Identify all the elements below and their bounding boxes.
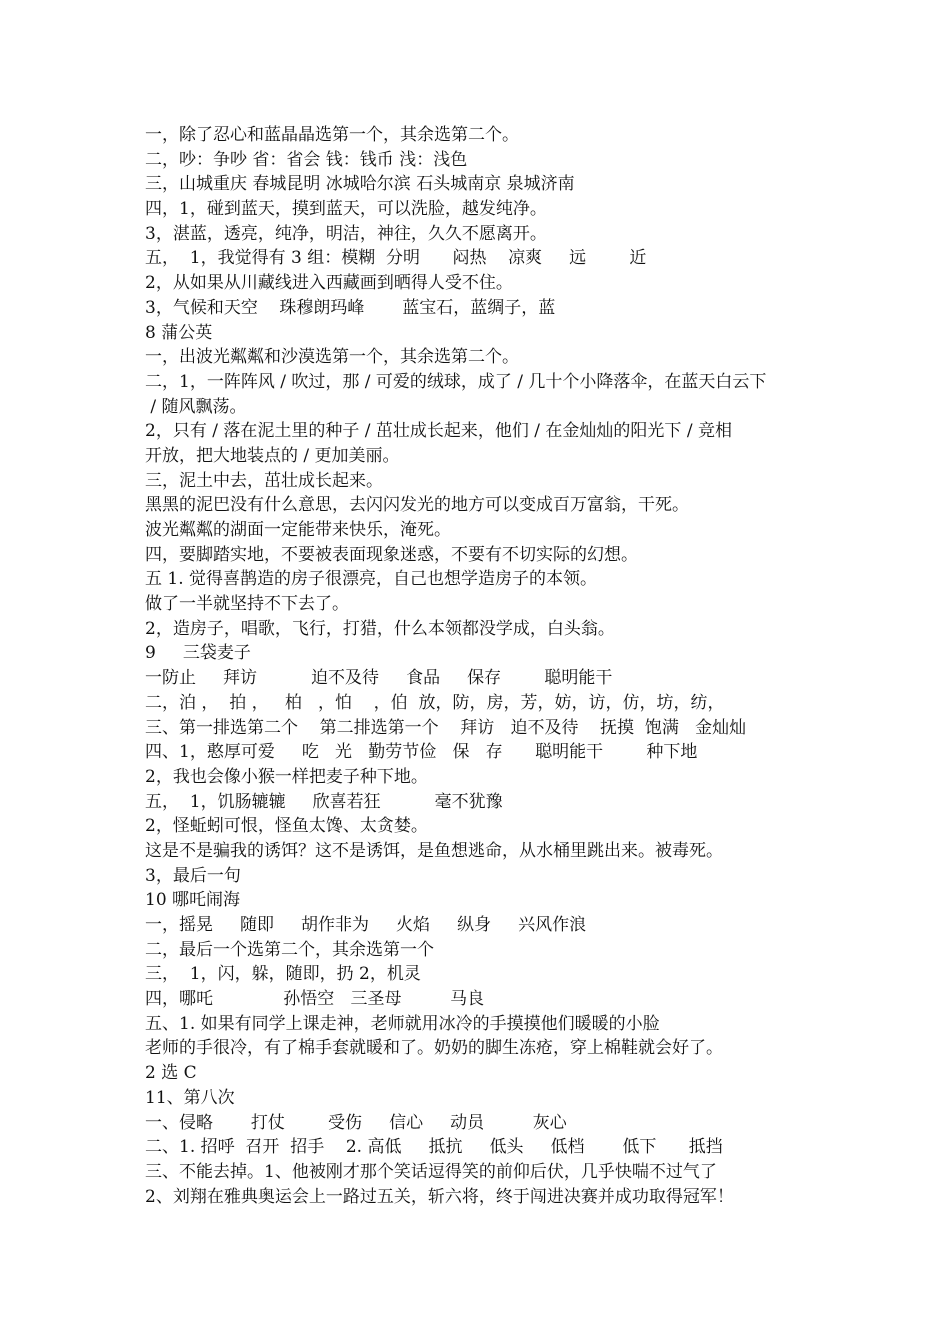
text-line: 2，怪蚯蚓可恨，怪鱼太馋、太贪婪。 [145, 816, 428, 837]
section-heading: 10 哪吒闹海 [145, 890, 241, 911]
text-line: / 随风飘荡。 [145, 396, 247, 417]
section-heading: 11、第八次 [145, 1087, 235, 1108]
text-line: 五、1. 如果有同学上课走神，老师就用冰冷的手摸摸他们暖暖的小脸 [145, 1013, 660, 1034]
text-line: 二、1. 招呼 召开 招手 2. 高低 抵抗 低头 低档 低下 抵挡 [145, 1137, 723, 1158]
text-line: 二，1，一阵阵风 / 吹过，那 / 可爱的绒球，成了 / 几十个小降落伞，在蓝天白云下 [145, 371, 767, 392]
section-heading: 9 三袋麦子 [145, 643, 251, 664]
text-line: 五， 1，饥肠辘辘 欣喜若狂 毫不犹豫 [145, 791, 503, 812]
text-line: 二，最后一个选第二个，其余选第一个 [145, 939, 434, 960]
text-line: 3，气候和天空 珠穆朗玛峰 蓝宝石，蓝绸子，蓝 [145, 297, 556, 318]
text-line: 五 1. 觉得喜鹊造的房子很漂亮，自己也想学造房子的本领。 [145, 569, 598, 590]
section-heading: 8 蒲公英 [145, 322, 213, 343]
text-line: 四，哪吒 孙悟空 三圣母 马良 [145, 989, 485, 1010]
text-line: 三， 1，闪，躲，随即，扔 2，机灵 [145, 964, 421, 985]
text-line: 2，从如果从川藏线进入西藏画到晒得人受不住。 [145, 273, 513, 294]
text-line: 四，要脚踏实地，不要被表面现象迷惑，不要有不切实际的幻想。 [145, 544, 638, 565]
text-line: 四、1，憨厚可爱 吃 光 勤劳节俭 保 存 聪明能干 种下地 [145, 742, 698, 763]
text-line: 一防止 拜访 迫不及待 食品 保存 聪明能干 [145, 668, 613, 689]
text-line: 2 选 C [145, 1063, 197, 1084]
text-line: 二，吵：争吵 省：省会 钱：钱币 浅：浅色 [145, 149, 468, 170]
text-line: 2，我也会像小猴一样把麦子种下地。 [145, 766, 428, 787]
text-line: 五， 1，我觉得有 3 组：模糊 分明 闷热 凉爽 远 近 [145, 248, 647, 269]
text-line: 一，出波光粼粼和沙漠选第一个，其余选第二个。 [145, 347, 519, 368]
text-line: 三、第一排选第二个 第二排选第一个 拜访 迫不及待 抚摸 饱满 金灿灿 [145, 717, 747, 738]
text-line: 二，泊 ， 拍 ， 柏 ，怕 ，伯 放，防，房，芳，妨，访，仿，坊，纺， [145, 692, 725, 713]
text-line: 一、侵略 打仗 受伤 信心 动员 灰心 [145, 1112, 567, 1133]
text-line: 3，最后一句 [145, 865, 241, 886]
text-line: 四，1，碰到蓝天，摸到蓝天，可以洗脸，越发纯净。 [145, 199, 547, 220]
text-line: 2，造房子，唱歌，飞行，打猎，什么本领都没学成，白头翁。 [145, 618, 615, 639]
text-line: 2、刘翔在雅典奥运会上一路过五关，斩六将，终于闯进决赛并成功取得冠军！ [145, 1186, 734, 1207]
text-line: 3，湛蓝，透亮，纯净，明洁，神往，久久不愿离开。 [145, 223, 547, 244]
text-line: 一，除了忍心和蓝晶晶选第一个，其余选第二个。 [145, 125, 519, 145]
text-line: 一，摇晃 随即 胡作非为 火焰 纵身 兴风作浪 [145, 915, 587, 935]
answer-text-block [145, 123, 825, 1209]
text-line: 老师的手很冷，有了棉手套就暖和了。奶奶的脚生冻疮，穿上棉鞋就会好了。 [145, 1038, 723, 1059]
text-line: 波光粼粼的湖面一定能带来快乐，淹死。 [145, 520, 451, 540]
text-line: 三，泥土中去，茁壮成长起来。 [145, 470, 383, 491]
text-line: 开放，把大地装点的 / 更加美丽。 [145, 445, 400, 466]
text-line: 三、不能去掉。1、他被刚才那个笑话逗得笑的前仰后伏，几乎快喘不过气了 [145, 1161, 717, 1182]
text-line: 做了一半就坚持不下去了。 [145, 594, 349, 615]
text-line: 三，山城重庆 春城昆明 冰城哈尔滨 石头城南京 泉城济南 [145, 174, 575, 195]
text-line: 2，只有 / 落在泥土里的种子 / 茁壮成长起来，他们 / 在金灿灿的阳光下 / 竞相 [145, 421, 732, 442]
text-line: 这是不是骗我的诱饵？这不是诱饵，是鱼想逃命，从水桶里跳出来。被毒死。 [145, 840, 723, 861]
text-line: 黑黑的泥巴没有什么意思，去闪闪发光的地方可以变成百万富翁，干死。 [145, 495, 689, 516]
